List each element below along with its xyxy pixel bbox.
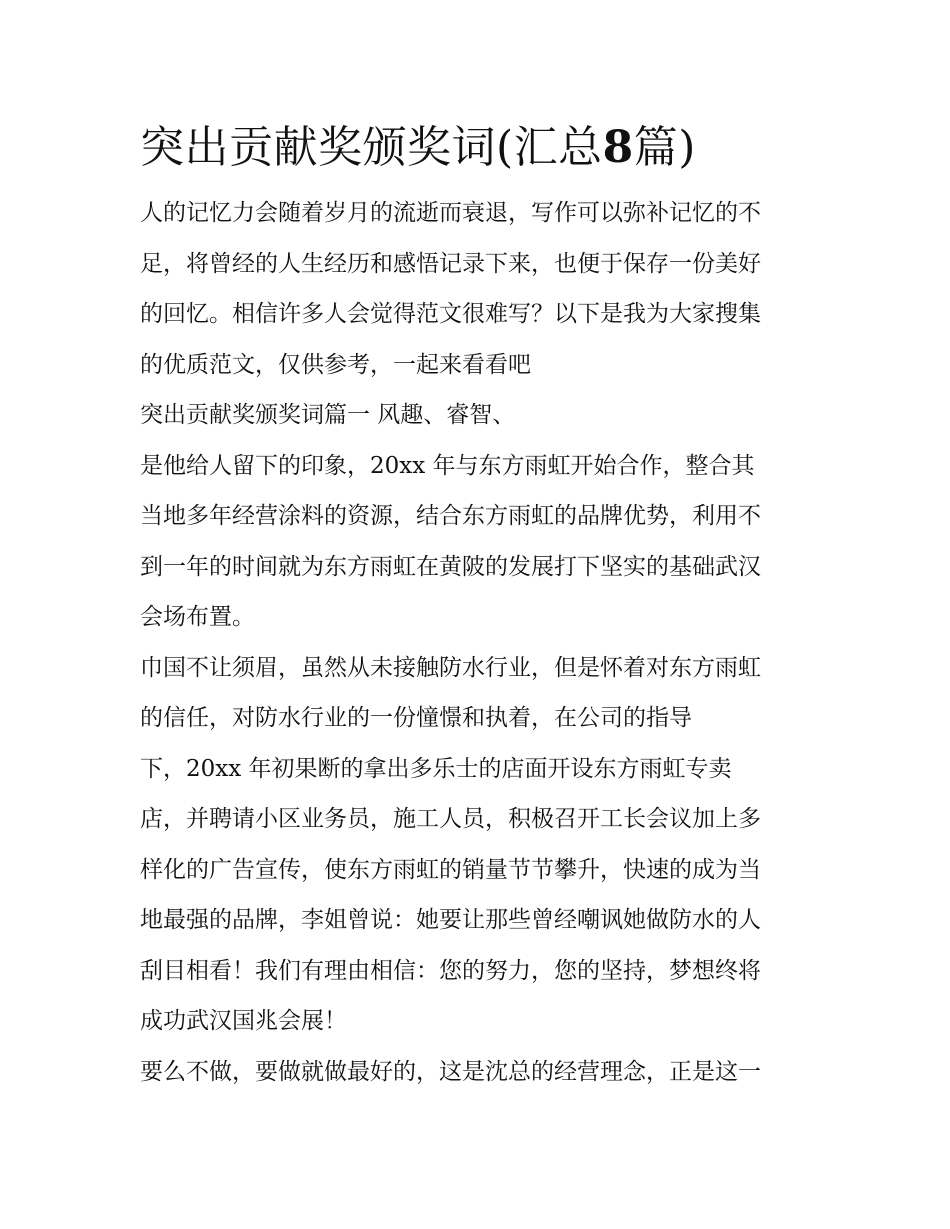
text-line: 当地多年经营涂料的资源，结合东方雨虹的品牌优势，利用不 xyxy=(140,503,761,529)
text-line: 巾国不让须眉，虽然从未接触防水行业，但是怀着对东方雨虹 xyxy=(140,654,761,681)
text-line: 店，并聘请小区业务员，施工人员，积极召开工长会议加上多 xyxy=(140,806,761,832)
text-line: 人的记忆力会随着岁月的流逝而衰退，写作可以弥补记忆的不 xyxy=(140,200,761,226)
text-line: 是他给人留下的印象，20xx 年与东方雨虹开始合作，整合其 xyxy=(140,452,755,479)
text-line: 到一年的时间就为东方雨虹在黄陂的发展打下坚实的基础武汉 xyxy=(140,553,761,580)
title-number: 8 xyxy=(602,122,634,173)
text-line: 刮目相看！我们有理由相信：您的努力，您的坚持，梦想终将 xyxy=(140,957,761,984)
text-line: 要么不做，要做就做最好的，这是沈总的经营理念，正是这一 xyxy=(140,1058,761,1085)
text-line: 样化的广告宣传，使东方雨虹的销量节节攀升，快速的成为当 xyxy=(140,856,761,883)
title-suffix: 篇) xyxy=(633,122,696,173)
document-page xyxy=(140,112,820,1097)
text-line: 下，20xx 年初果断的拿出多乐士的店面开设东方雨虹专卖 xyxy=(140,755,732,782)
section-heading: 突出贡献奖颁奖词篇一 风趣、睿智、 xyxy=(140,402,516,428)
text-line: 的优质范文，仅供参考，一起来看看吧 xyxy=(140,351,531,378)
text-line: 足，将曾经的人生经历和感悟记录下来，也便于保存一份美好 xyxy=(140,250,761,277)
text-line: 地最强的品牌，李姐曾说：她要让那些曾经嘲讽她做防水的人 xyxy=(140,907,761,933)
text-line: 会场布置。 xyxy=(140,604,255,630)
text-line: 的信任，对防水行业的一份憧憬和执着，在公司的指导 xyxy=(140,705,692,731)
document-body xyxy=(140,188,820,1097)
text-line: 成功武汉国兆会展！ xyxy=(140,1008,347,1034)
title-prefix: 突出贡献奖颁奖词(汇总 xyxy=(140,122,603,173)
document-title xyxy=(140,112,820,184)
text-line: 的回忆。相信许多人会觉得范文很难写？以下是我为大家搜集 xyxy=(140,301,761,327)
